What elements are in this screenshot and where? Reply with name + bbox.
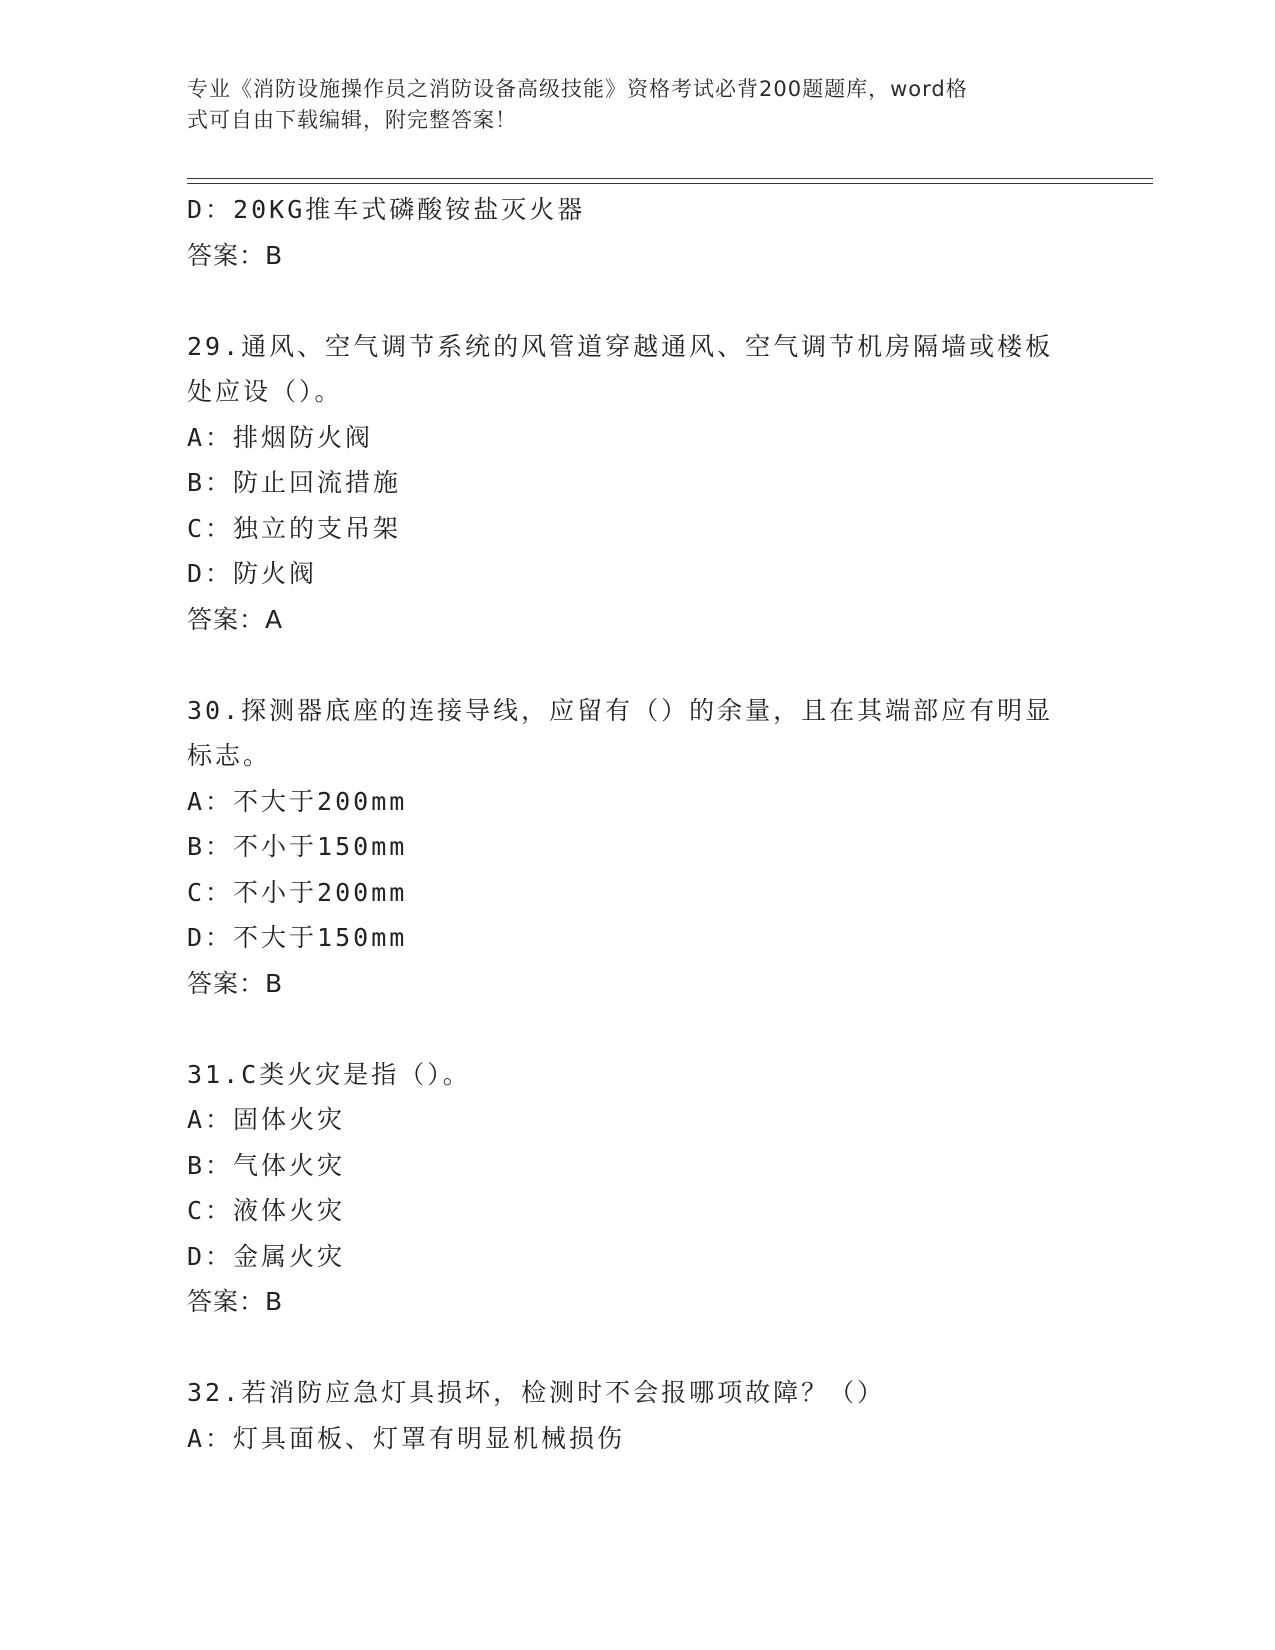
spacer <box>187 1325 1087 1371</box>
question-text: 31.C类火灾是指（）。 <box>187 1059 471 1089</box>
option-a: A：灯具面板、灯罩有明显机械损伤 <box>187 1423 626 1453</box>
option-c: C：独立的支吊架 <box>187 513 402 543</box>
answer-line: 答案：B <box>187 968 284 998</box>
question-block-32 <box>187 1370 1087 1461</box>
question-block-30 <box>187 688 1087 1007</box>
option-c: C：液体火灾 <box>187 1196 346 1225</box>
header-line-2: 式可自由下载编辑，附完整答案！ <box>187 108 517 132</box>
option-b: B：防止回流措施 <box>187 468 402 497</box>
option-d: D：金属火灾 <box>187 1241 346 1271</box>
question-text-continued: 标志。 <box>187 741 272 770</box>
option-a: A：排烟防火阀 <box>187 422 374 452</box>
question-text: 30.探测器底座的连接导线，应留有（）的余量，且在其端部应有明显 <box>187 695 1054 725</box>
answer-line: 答案：A <box>187 604 284 634</box>
option-b: B：不小于150mm <box>187 832 408 861</box>
option-c: C：不小于200mm <box>187 877 408 907</box>
spacer <box>187 642 1087 688</box>
question-text: 32.若消防应急灯具损坏，检测时不会报哪项故障？（） <box>187 1378 886 1407</box>
option-d: D：不大于150mm <box>187 923 408 952</box>
option-a: A：不大于200mm <box>187 786 408 816</box>
question-block-31 <box>187 1052 1087 1325</box>
answer-line: 答案：B <box>187 1287 284 1316</box>
question-block-28 <box>187 187 1087 278</box>
document-header <box>187 74 1067 136</box>
question-text-continued: 处应设（）。 <box>187 377 343 406</box>
option-b: B：气体火灾 <box>187 1150 346 1180</box>
question-block-29 <box>187 324 1087 643</box>
option-d: D：20KG推车式磷酸铵盐灭火器 <box>187 195 586 224</box>
header-divider-bottom <box>187 183 1153 184</box>
spacer <box>187 278 1087 324</box>
option-d: D：防火阀 <box>187 559 318 588</box>
question-text: 29.通风、空气调节系统的风管道穿越通风、空气调节机房隔墙或楼板 <box>187 331 1054 361</box>
option-a: A：固体火灾 <box>187 1105 346 1134</box>
answer-line: 答案：B <box>187 240 284 270</box>
question-content <box>187 187 1087 1461</box>
header-line-1: 专业《消防设施操作员之消防设备高级技能》资格考试必背200题题库，word格 <box>187 77 968 101</box>
header-divider-top <box>187 178 1153 179</box>
spacer <box>187 1006 1087 1052</box>
